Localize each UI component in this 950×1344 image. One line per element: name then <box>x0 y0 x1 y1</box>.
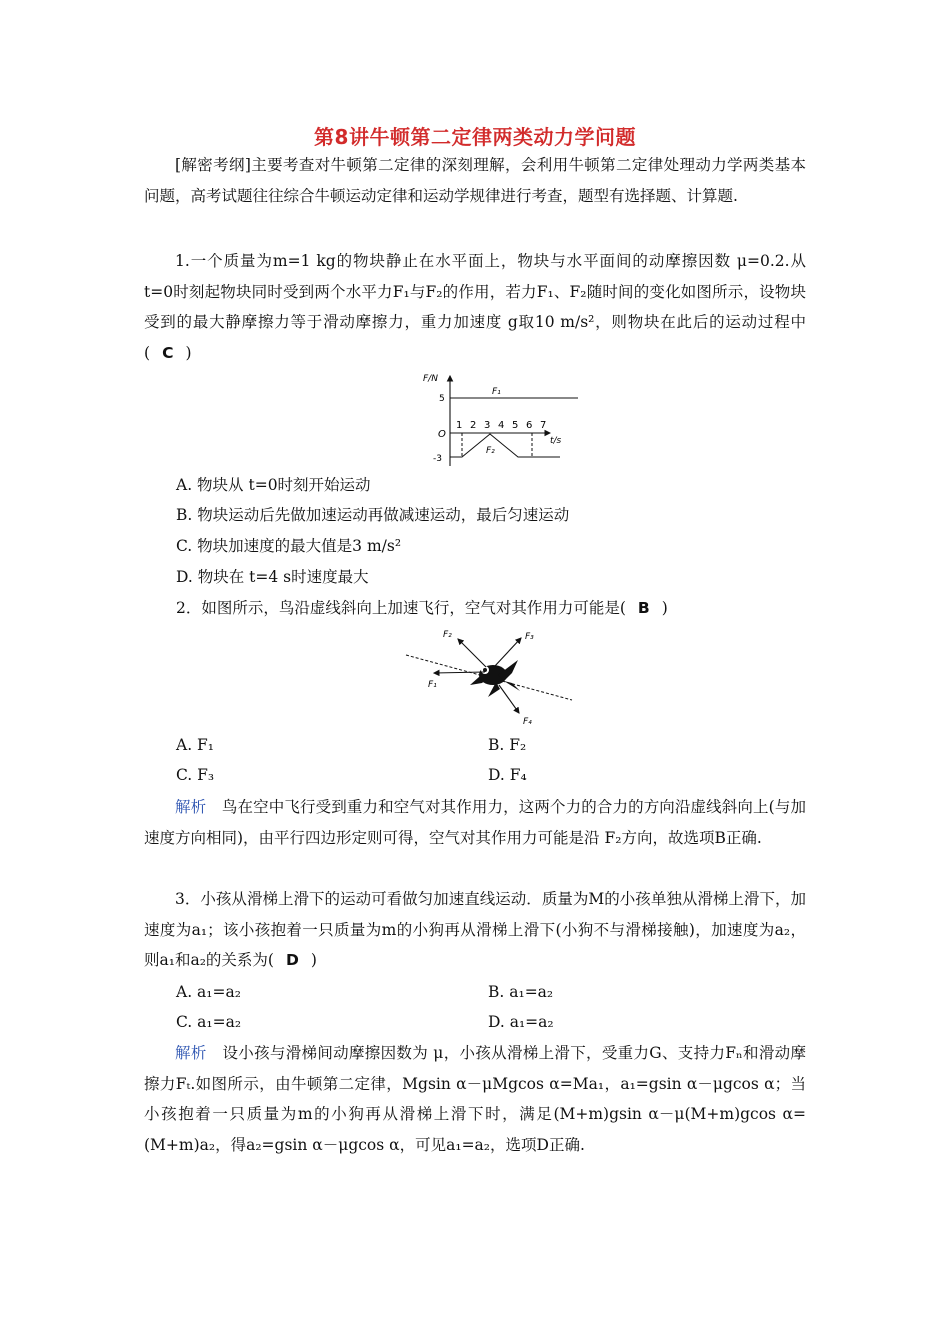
q2-stem <box>176 596 668 620</box>
q2-solution <box>144 792 806 853</box>
q1-option-a: A. 物块从 t=0时刻开始运动 <box>176 476 371 494</box>
y-tick-5: 5 <box>439 394 445 404</box>
q2-solution-tag: 解析 <box>175 798 207 816</box>
force-arrow-f4 <box>499 685 519 713</box>
q2-option-d: D. F₄ <box>488 766 527 784</box>
force-arrow-f2 <box>458 639 486 667</box>
intro-paragraph: [解密考纲]主要考查对牛顿第二定律的深刻理解，会利用牛顿第二定律处理动力学两类基本问题，高考试题往往综合牛顿运动定律和运动学规律进行考查，题型有选择题、计算题. <box>144 156 806 205</box>
q1-stem-text: 1.一个质量为m=1 kg的物块静止在水平面上，物块与水平面间的动摩擦因数 μ=0.2.从 t=0时刻起物块同时受到两个水平力F₁与F₂的作用，若力F₁、F₂随时间的变化如图所示，设物块受到的最大静摩擦力等于滑动摩擦力，重力加速度 g取10 m/s²，则物块在此后的运动过程中( <box>144 252 806 362</box>
x-tick-labels <box>456 420 546 431</box>
force-arrow-f1 <box>434 672 485 673</box>
q3-close-paren: ) <box>310 951 317 969</box>
q1-option-c: C. 物块加速度的最大值是3 m/s² <box>176 537 402 555</box>
q2-option-c: C. F₃ <box>176 766 215 784</box>
q3-option-d: D. a₁=a₂ <box>488 1013 554 1031</box>
q2-answer: B <box>637 599 650 617</box>
force-label-f4: F₄ <box>523 717 532 725</box>
q1-stem <box>144 246 806 368</box>
q3-solution-tag: 解析 <box>175 1044 207 1062</box>
f2-label: F₂ <box>486 446 495 456</box>
f1-label: F₁ <box>492 387 501 397</box>
q1-force-time-graph <box>410 370 580 468</box>
x-tick-4: 4 <box>498 420 505 431</box>
q2-stem-text: 2．如图所示，鸟沿虚线斜向上加速飞行，空气对其作用力可能是( <box>176 599 626 617</box>
q1-close-paren: ) <box>185 343 192 362</box>
x-tick-6: 6 <box>526 420 533 431</box>
force-label-f1: F₁ <box>428 680 437 690</box>
q1-option-d: D. 物块在 t=4 s时速度最大 <box>176 568 369 586</box>
q3-solution-text: 设小孩与滑梯间动摩擦因数为 μ，小孩从滑梯上滑下，受重力G、支持力Fₙ和滑动摩擦力Fₜ.如图所示，由牛顿第二定律，Mgsin α－μMgcos α=Ma₁，a₁=gsin α－μgcos α；当小孩抱着一只质量为m的小狗再从滑梯上滑下时，满足(M+m)gsin α－μ(M+m)gcos α=(M+m)a₂，得a₂=gsin α－μgcos α，可见a₁=a₂，选项D正确. <box>144 1044 806 1154</box>
q2-close-paren: ) <box>661 599 668 617</box>
q3-answer: D <box>285 951 299 969</box>
q3-stem <box>144 884 806 976</box>
q1-answer: C <box>162 343 174 362</box>
x-tick-3: 3 <box>484 420 491 431</box>
force-label-f2: F₂ <box>443 630 452 640</box>
q2-option-a: A. F₁ <box>176 736 215 754</box>
q2-option-b: B. F₂ <box>488 736 527 754</box>
q2-bird-force-diagram <box>400 625 580 725</box>
q3-solution <box>144 1038 806 1160</box>
x-tick-5: 5 <box>512 420 519 431</box>
x-tick-7: 7 <box>540 420 547 431</box>
origin-label: O <box>438 429 446 440</box>
q1-option-b: B. 物块运动后先做加速运动再做减速运动，最后匀速运动 <box>176 506 570 524</box>
y-axis-label: F/N <box>423 374 438 384</box>
q2-solution-text: 鸟在空中飞行受到重力和空气对其作用力，这两个力的合力的方向沿虚线斜向上(与加速度方向相同)，由平行四边形定则可得，空气对其作用力可能是沿 F₂方向，故选项B正确. <box>144 798 806 847</box>
q3-option-b: B. a₁=a₂ <box>488 983 554 1001</box>
force-arrow-f3 <box>494 638 521 667</box>
q3-option-a: A. a₁=a₂ <box>176 983 241 1001</box>
force-label-f3: F₃ <box>525 632 534 642</box>
x-tick-2: 2 <box>470 420 477 431</box>
x-tick-1: 1 <box>456 420 463 431</box>
page-title: 第8讲牛顿第二定律两类动力学问题 <box>314 125 636 149</box>
q3-stem-text: 3．小孩从滑梯上滑下的运动可看做匀加速直线运动．质量为M的小孩单独从滑梯上滑下，加速度为a₁；该小孩抱着一只质量为m的小狗再从滑梯上滑下(小狗不与滑梯接触)，加速度为a₂，则a₁和a₂的关系为( <box>144 890 806 969</box>
f2-line <box>450 434 560 457</box>
q3-option-c: C. a₁=a₂ <box>176 1013 242 1031</box>
x-axis-label: t/s <box>550 436 562 446</box>
y-tick-neg3: -3 <box>433 454 442 464</box>
